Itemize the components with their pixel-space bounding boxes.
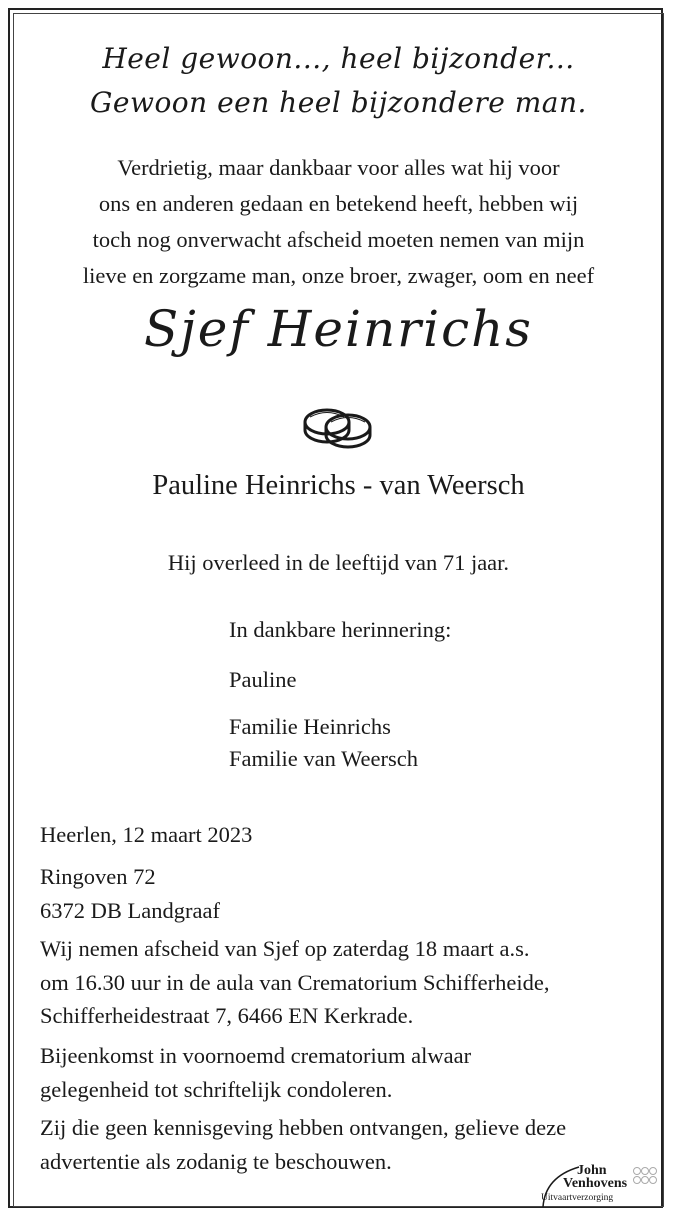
gathering-details [40,1039,471,1106]
memory-family-1: Familie Heinrichs [229,714,391,739]
intro-line: Verdrietig, maar dankbaar voor alles wat hij voor [117,155,560,180]
logo-line-1: John [577,1163,607,1178]
intro-text [0,150,677,294]
memory-first-name: Pauline [229,667,297,692]
header-line-2: Gewoon een heel bijzondere man. [90,86,587,119]
funeral-line: Schifferheidestraat 7, 6466 EN Kerkrade. [40,1003,414,1028]
funeral-home-logo [539,1163,659,1209]
place-date: Heerlen, 12 maart 2023 [40,822,253,847]
funeral-line: Wij nemen afscheid van Sjef op zaterdag 18 maart a.s. [40,936,530,961]
header-line-1: Heel gewoon..., heel bijzonder... [102,42,575,75]
notice-line: advertentie als zodanig te beschouwen. [40,1148,392,1174]
intro-line: lieve en zorgzame man, onze broer, zwager, oom en neef [82,263,595,288]
notice-line: Zij die geen kennisgeving hebben ontvangen, gelieve deze [40,1115,567,1140]
memory-heading: In dankbare herinnering: [229,617,452,642]
gathering-line: Bijeenkomst in voornoemd crematorium alwaar [40,1043,472,1068]
memory-family-2: Familie van Weersch [229,746,418,771]
gathering-line: gelegenheid tot schriftelijk condoleren. [40,1076,393,1102]
address-block [40,860,220,927]
spouse-name: Pauline Heinrichs - van Weersch [152,470,525,501]
logo-line-3: Uitvaartverzorging [541,1193,614,1203]
address-city: 6372 DB Landgraaf [40,897,220,923]
notice-text [40,1111,566,1178]
intro-line: toch nog onverwacht afscheid moeten nemen van mijn [92,227,585,252]
funeral-line: om 16.30 uur in de aula van Crematorium Schifferheide, [40,969,550,995]
wedding-rings-icon [300,403,376,449]
intro-line: ons en anderen gedaan en betekend heeft, hebben wij [98,191,579,216]
funeral-details [40,932,549,1033]
address-street: Ringoven 72 [40,864,156,889]
deceased-name: Sjef Heinrichs [144,300,533,358]
age-line: Hij overleed in de leeftijd van 71 jaar. [167,550,510,575]
logo-line-2: Venhovens [563,1176,628,1191]
